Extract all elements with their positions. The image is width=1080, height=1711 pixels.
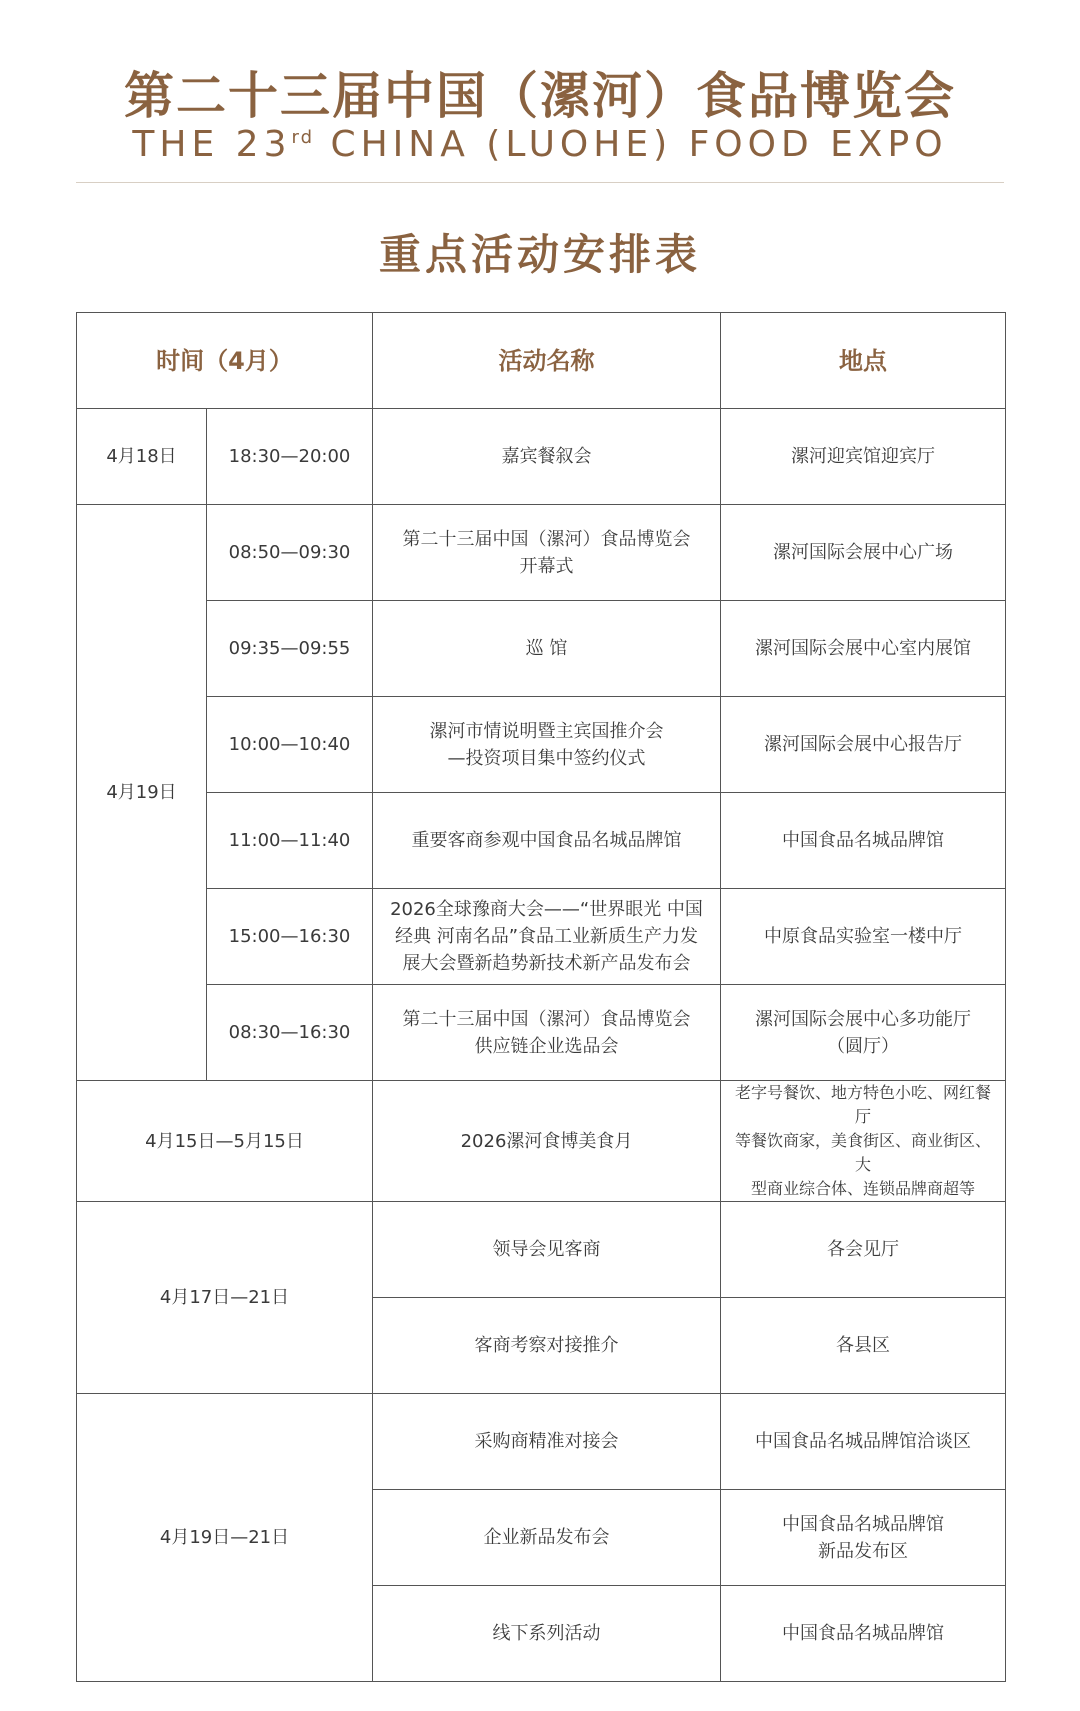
time-cell: 18:30—20:00 (207, 409, 373, 505)
activity-cell (373, 889, 721, 985)
column-header-activity: 活动名称 (373, 313, 721, 409)
location-line: 新品发布区 (818, 1540, 909, 1562)
location-line: 中国食品名城品牌馆洽谈区 (755, 1431, 972, 1452)
activity-cell (373, 1490, 721, 1586)
activity-cell (373, 1081, 721, 1202)
activity-line: 第二十三届中国（漯河）食品博览会 (402, 528, 691, 550)
location-line: 漯河国际会展中心报告厅 (764, 734, 963, 755)
period-cell: 4月17日—21日 (77, 1202, 373, 1394)
column-header-location: 地点 (721, 313, 1006, 409)
location-cell (721, 1586, 1006, 1682)
activity-cell (373, 985, 721, 1081)
activity-cell (373, 793, 721, 889)
activity-line: 开幕式 (519, 555, 574, 577)
location-line: 中原食品实验室一楼中厅 (764, 926, 963, 947)
table-row (77, 1081, 1006, 1202)
table-row (77, 601, 1006, 697)
activity-line: 展大会暨新趋势新技术新产品发布会 (402, 953, 691, 974)
table-row (77, 985, 1006, 1081)
activity-cell (373, 1298, 721, 1394)
activity-cell (373, 1202, 721, 1298)
header (0, 0, 1080, 190)
activity-line: 巡 馆 (525, 638, 568, 659)
activity-line: —投资项目集中签约仪式 (447, 747, 646, 769)
location-cell (721, 1298, 1006, 1394)
location-line: 中国食品名城品牌馆 (782, 830, 945, 851)
date-cell: 4月19日 (77, 505, 207, 1081)
time-cell: 10:00—10:40 (207, 697, 373, 793)
location-cell (721, 793, 1006, 889)
location-line: 老字号餐饮、地方特色小吃、网红餐厅 (735, 1083, 992, 1126)
table-row (77, 505, 1006, 601)
location-cell (721, 601, 1006, 697)
activity-line: 重要客商参观中国食品名城品牌馆 (411, 830, 682, 851)
activity-line: 嘉宾餐叙会 (501, 446, 592, 467)
activity-cell (373, 697, 721, 793)
period-cell: 4月15日—5月15日 (77, 1081, 373, 1202)
event-title-en (0, 124, 1080, 165)
activity-cell (373, 1586, 721, 1682)
location-cell (721, 505, 1006, 601)
location-line: 漯河国际会展中心多功能厅 (755, 1008, 972, 1030)
location-cell (721, 985, 1006, 1081)
location-cell (721, 889, 1006, 985)
location-line: 漯河国际会展中心室内展馆 (755, 638, 972, 659)
location-cell (721, 409, 1006, 505)
activity-cell (373, 601, 721, 697)
schedule-table (76, 312, 1006, 1682)
event-title-cn: 第二十三届中国（漯河）食品博览会 (124, 67, 956, 125)
location-line: （圆厅） (827, 1035, 900, 1057)
period-cell: 4月19日—21日 (77, 1394, 373, 1682)
location-line: 漯河迎宾馆迎宾厅 (791, 446, 936, 467)
activity-line: 第二十三届中国（漯河）食品博览会 (402, 1008, 691, 1030)
location-line: 各县区 (836, 1335, 891, 1356)
activity-line: 供应链企业选品会 (474, 1035, 619, 1057)
date-cell: 4月18日 (77, 409, 207, 505)
time-cell: 15:00—16:30 (207, 889, 373, 985)
activity-line: 经典 河南名品”食品工业新质生产力发 (394, 926, 699, 947)
time-cell: 08:50—09:30 (207, 505, 373, 601)
header-divider (76, 182, 1004, 183)
location-cell (721, 1081, 1006, 1202)
activity-cell (373, 409, 721, 505)
location-cell (721, 1490, 1006, 1586)
activity-line: 采购商精准对接会 (474, 1431, 619, 1452)
location-line: 等餐饮商家，美食街区、商业街区、大 (735, 1131, 992, 1174)
location-cell (721, 1394, 1006, 1490)
activity-line: 漯河市情说明暨主宾国推介会 (429, 720, 664, 742)
schedule-title: 重点活动安排表 (378, 230, 701, 279)
activity-cell (373, 505, 721, 601)
table-row (77, 793, 1006, 889)
location-line: 中国食品名城品牌馆 (782, 1623, 945, 1644)
activity-line: 客商考察对接推介 (474, 1335, 619, 1356)
activity-line: 企业新品发布会 (483, 1527, 610, 1548)
time-cell: 08:30—16:30 (207, 985, 373, 1081)
title-en-ordinal: rd (291, 127, 314, 148)
location-cell (721, 1202, 1006, 1298)
time-cell: 09:35—09:55 (207, 601, 373, 697)
column-header-time: 时间（4月） (77, 313, 373, 409)
location-line: 型商业综合体、连锁品牌商超等 (751, 1179, 976, 1198)
location-line: 中国食品名城品牌馆 (782, 1513, 945, 1535)
title-en-prefix: THE 23 (132, 124, 292, 165)
location-cell (721, 697, 1006, 793)
activity-line: 2026全球豫商大会——“世界眼光 中国 (390, 899, 703, 920)
table-row (77, 409, 1006, 505)
activity-line: 2026漯河食博美食月 (460, 1130, 633, 1152)
table-row (77, 1394, 1006, 1490)
activity-line: 线下系列活动 (492, 1623, 601, 1644)
title-en-suffix: CHINA (LUOHE) FOOD EXPO (314, 124, 948, 165)
location-line: 各会见厅 (827, 1239, 900, 1260)
table-header-row (77, 313, 1006, 409)
table-row (77, 889, 1006, 985)
location-line: 漯河国际会展中心广场 (773, 542, 954, 563)
activity-cell (373, 1394, 721, 1490)
time-cell: 11:00—11:40 (207, 793, 373, 889)
table-row (77, 1202, 1006, 1298)
table-row (77, 697, 1006, 793)
activity-line: 领导会见客商 (492, 1239, 601, 1260)
